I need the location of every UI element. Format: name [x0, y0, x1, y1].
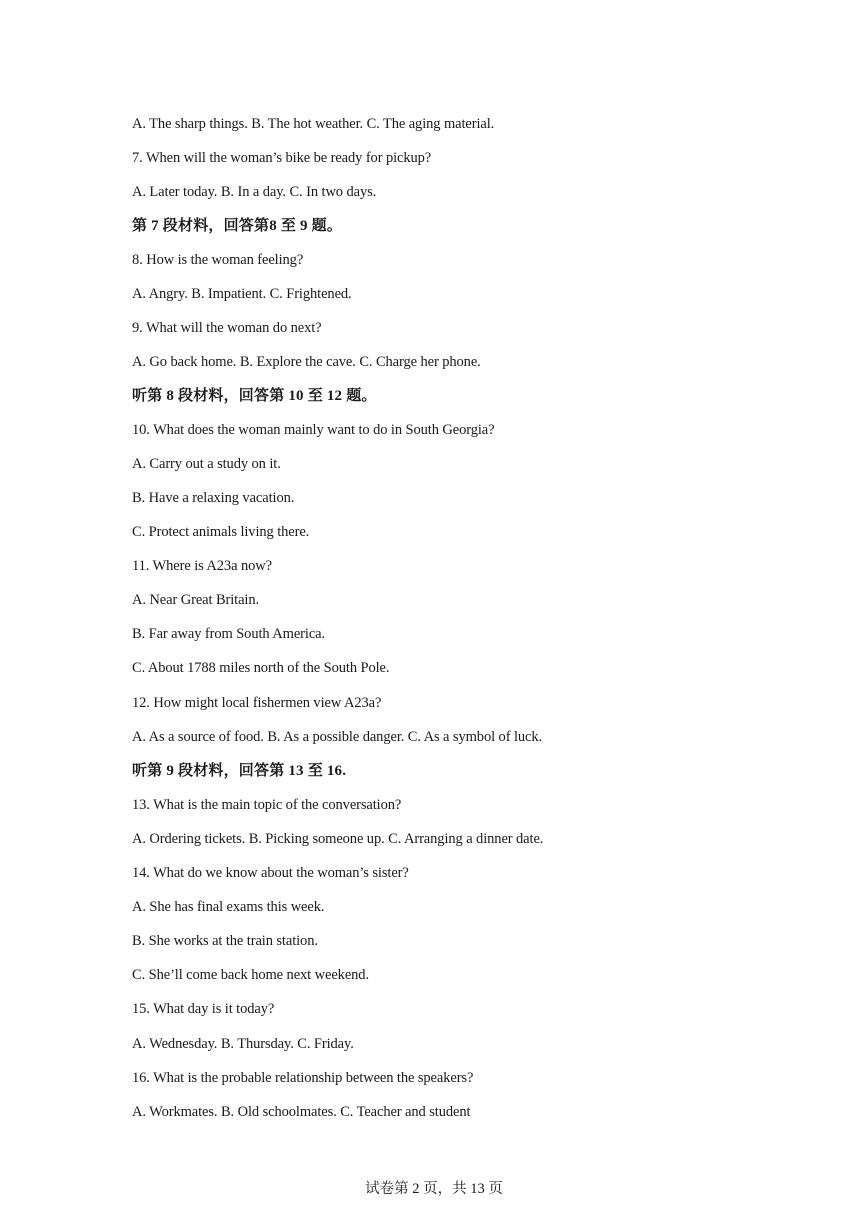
question-13: 13. What is the main topic of the conversation?: [132, 797, 402, 813]
question-9: 9. What will the woman do next?: [132, 320, 322, 336]
option-q14-a: A. She has final exams this week.: [132, 899, 325, 915]
question-8: 8. How is the woman feeling?: [132, 252, 304, 268]
option-line-q9: A. Go back home. B. Explore the cave. C. Charge her phone.: [132, 354, 481, 370]
page-footer: 试卷第 2 页，共 13 页: [365, 1181, 503, 1197]
question-11: 11. Where is A23a now?: [132, 558, 272, 574]
option-line-q16: A. Workmates. B. Old schoolmates. C. Teacher and student: [132, 1104, 471, 1120]
section-heading-9: 听第 9 段材料，回答第 13 至 16.: [132, 763, 347, 779]
option-q14-c: C. She’ll come back home next weekend.: [132, 967, 369, 983]
option-line-q7: A. Later today. B. In a day. C. In two days.: [132, 184, 377, 200]
option-line-q8: A. Angry. B. Impatient. C. Frightened.: [132, 286, 352, 302]
option-q10-b: B. Have a relaxing vacation.: [132, 490, 295, 506]
question-12: 12. How might local fishermen view A23a?: [132, 695, 382, 711]
option-q14-b: B. She works at the train station.: [132, 933, 318, 949]
option-q11-b: B. Far away from South America.: [132, 626, 326, 642]
question-10: 10. What does the woman mainly want to do in South Georgia?: [132, 422, 495, 438]
option-line-q6: A. The sharp things. B. The hot weather. C. The aging material.: [132, 116, 495, 132]
question-7: 7. When will the woman’s bike be ready for pickup?: [132, 150, 432, 166]
option-q10-c: C. Protect animals living there.: [132, 524, 310, 540]
option-q10-a: A. Carry out a study on it.: [132, 456, 281, 472]
option-line-q13: A. Ordering tickets. B. Picking someone up. C. Arranging a dinner date.: [132, 831, 544, 847]
question-14: 14. What do we know about the woman’s sister?: [132, 865, 409, 881]
option-line-q12: A. As a source of food. B. As a possible danger. C. As a symbol of luck.: [132, 729, 543, 745]
question-15: 15. What day is it today?: [132, 1001, 275, 1017]
section-heading-7: 第 7 段材料，回答第8 至 9 题。: [132, 218, 343, 234]
question-16: 16. What is the probable relationship between the speakers?: [132, 1070, 474, 1086]
option-q11-a: A. Near Great Britain.: [132, 592, 260, 608]
section-heading-8: 听第 8 段材料，回答第 10 至 12 题。: [132, 388, 377, 404]
option-line-q15: A. Wednesday. B. Thursday. C. Friday.: [132, 1036, 354, 1052]
option-q11-c: C. About 1788 miles north of the South Pole.: [132, 660, 390, 676]
